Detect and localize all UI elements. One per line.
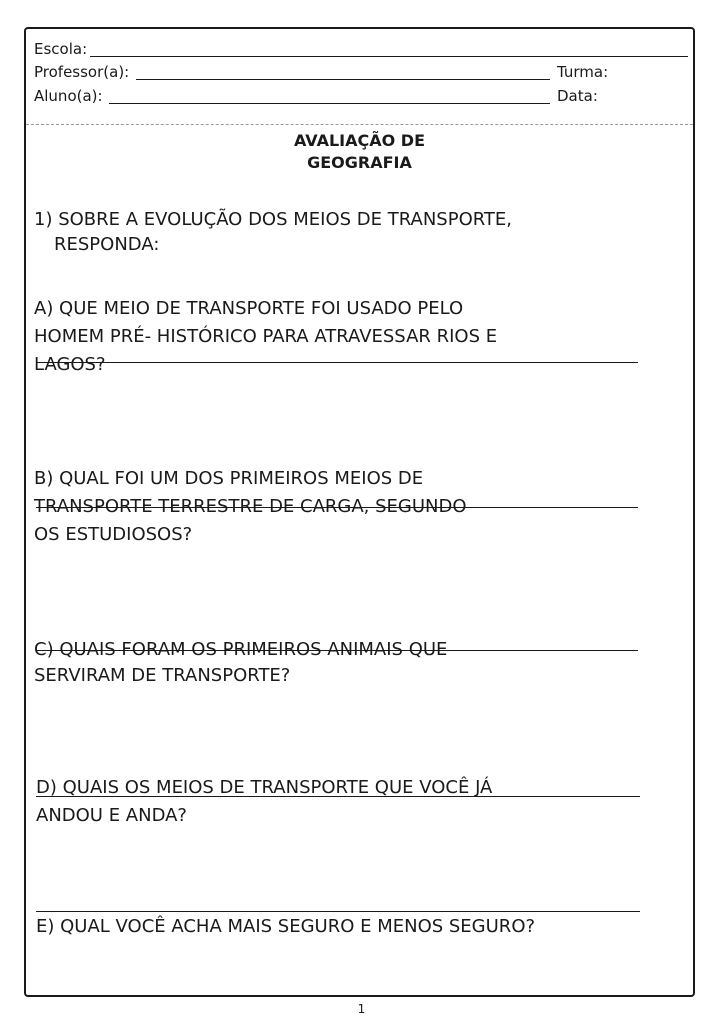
date-label: Data:	[557, 87, 598, 105]
answer-line-d[interactable]	[36, 796, 640, 797]
answer-line-a[interactable]	[36, 362, 638, 363]
question-1-line2: RESPONDA:	[54, 234, 160, 255]
page-title-line2: GEOGRAFIA	[307, 153, 412, 172]
answer-line-c[interactable]	[36, 650, 638, 651]
page-number: 1	[357, 1002, 366, 1016]
item-c-line1: C) QUAIS FORAM OS PRIMEIROS ANIMAIS QUE	[34, 639, 448, 660]
header-divider	[26, 124, 693, 125]
answer-line-b[interactable]	[36, 507, 638, 508]
item-a-line3: LAGOS?	[34, 354, 106, 375]
item-c-line2: SERVIRAM DE TRANSPORTE?	[34, 665, 291, 686]
school-field[interactable]	[90, 56, 688, 57]
teacher-field[interactable]	[136, 79, 550, 80]
item-a-line2: HOMEM PRÉ- HISTÓRICO PARA ATRAVESSAR RIOS E	[34, 326, 498, 347]
question-1-line1: 1) SOBRE A EVOLUÇÃO DOS MEIOS DE TRANSPORTE,	[34, 209, 513, 230]
class-label: Turma:	[557, 63, 609, 81]
item-e-line1: E) QUAL VOCÊ ACHA MAIS SEGURO E MENOS SEGURO?	[36, 916, 536, 937]
item-d-line1: D) QUAIS OS MEIOS DE TRANSPORTE QUE VOCÊ JÁ	[36, 777, 493, 798]
item-b-line3: OS ESTUDIOSOS?	[34, 524, 193, 545]
item-b-line2: TRANSPORTE TERRESTRE DE CARGA, SEGUNDO	[34, 496, 467, 517]
student-field[interactable]	[109, 103, 550, 104]
page-title-line1: AVALIAÇÃO DE	[293, 131, 425, 150]
item-a-line1: A) QUE MEIO DE TRANSPORTE FOI USADO PELO	[34, 298, 464, 319]
teacher-label: Professor(a):	[34, 63, 130, 81]
school-label: Escola:	[34, 40, 88, 58]
student-label: Aluno(a):	[34, 87, 103, 105]
item-d-line2: ANDOU E ANDA?	[36, 805, 187, 826]
item-b-line1: B) QUAL FOI UM DOS PRIMEIROS MEIOS DE	[34, 468, 424, 489]
